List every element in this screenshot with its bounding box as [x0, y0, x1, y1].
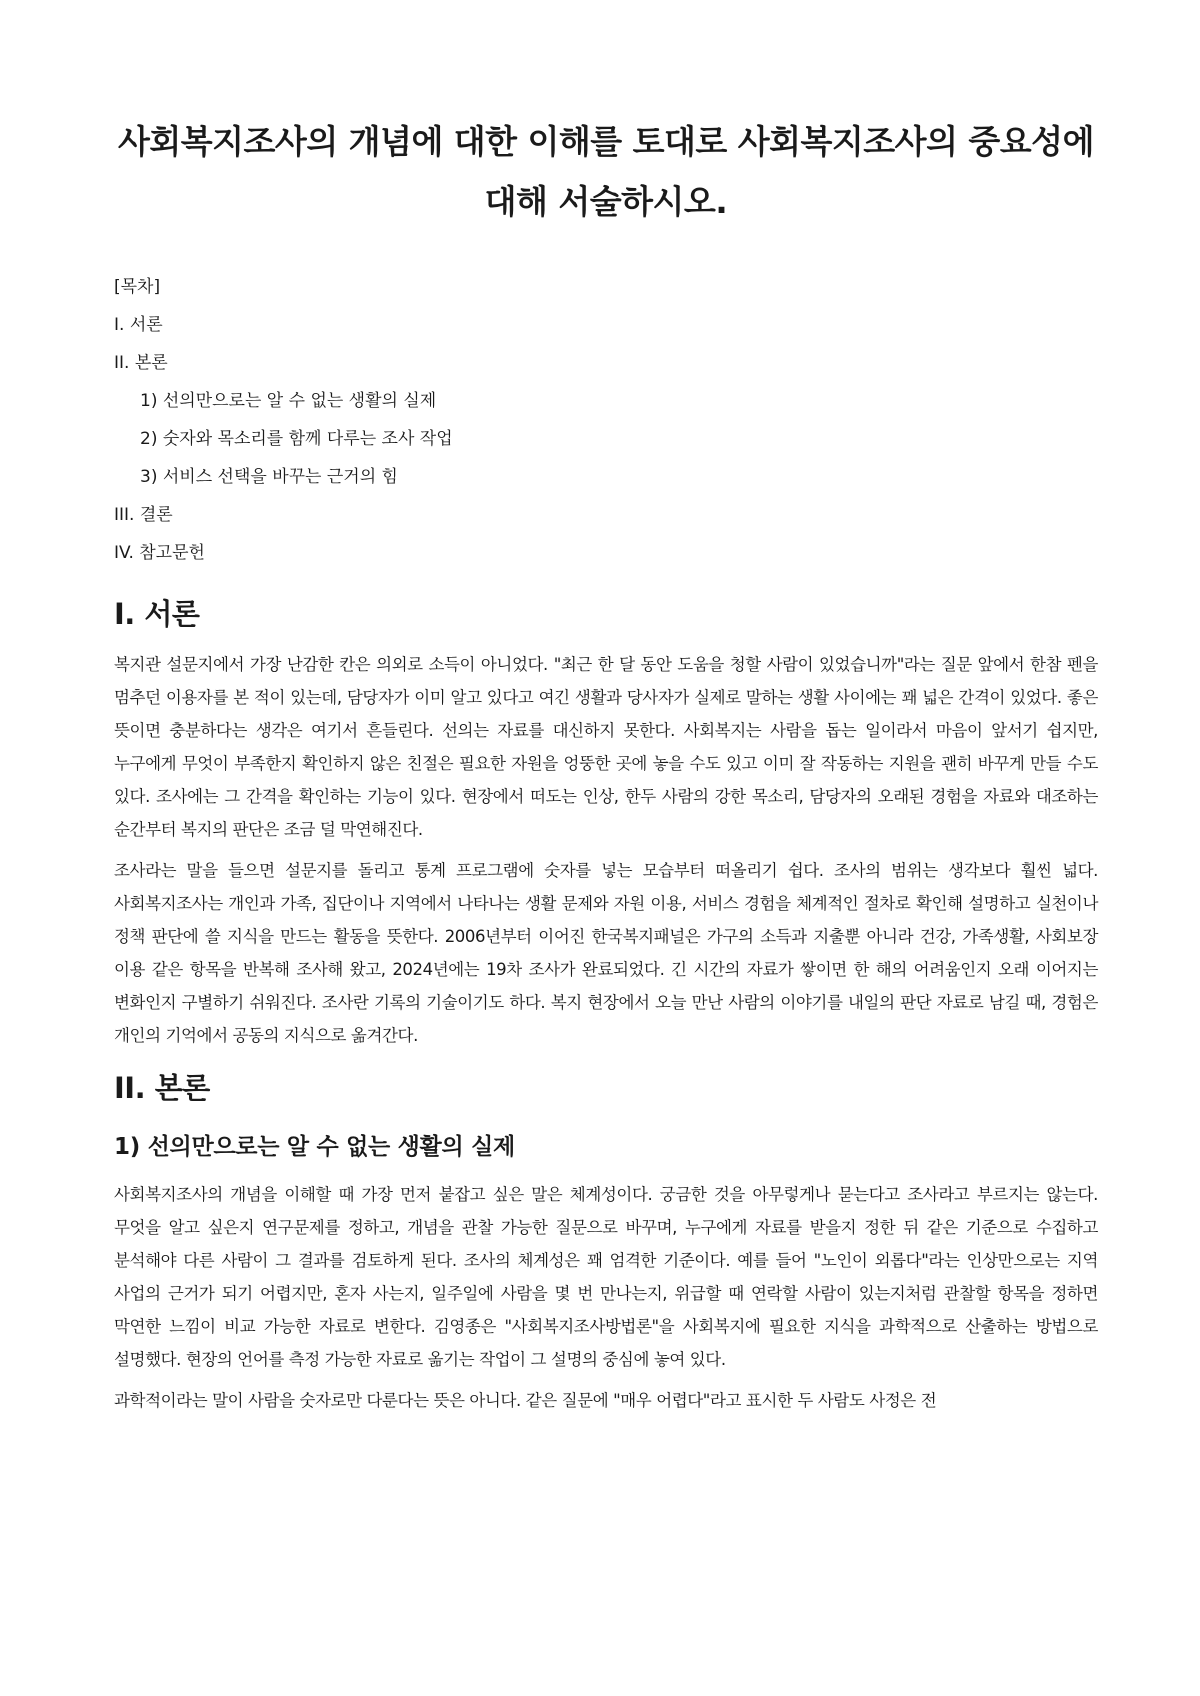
- toc-item-body-3: 3) 서비스 선택을 바꾸는 근거의 힘: [140, 467, 398, 487]
- toc-item-intro: I. 서론: [114, 315, 163, 335]
- toc-heading: [목차]: [114, 277, 161, 297]
- table-of-contents: [114, 268, 1098, 572]
- toc-item-conclusion: III. 결론: [114, 505, 173, 525]
- document-title: 사회복지조사의 개념에 대한 이해를 토대로 사회복지조사의 중요성에 대해 서술하시오.: [118, 122, 1094, 221]
- section-heading-body: II. 본론: [114, 1071, 210, 1105]
- intro-paragraph-1: 복지관 설문지에서 가장 난감한 칸은 의외로 소득이 아니었다. "최근 한 달 동안 도움을 청할 사람이 있었습니까"라는 질문 앞에서 한참 펜을 멈추던 이용자를 본 적이 있는데, 담당자가 이미 알고 있다고 여긴 생활과 당사자가 실제로 말하는 생활 사이에는 꽤 넓은 간격이 있었다. 좋은 뜻이면 충분하다는 생각은 여기서 흔들린다. 선의는 자료를 대신하지 못한다. 사회복지는 사람을 돕는 일이라서 마음이 앞서기 쉽지만, 누구에게 무엇이 부족한지 확인하지 않은 친절은 필요한 자원을 엉뚱한 곳에 놓을 수도 있고 이미 잘 작동하는 지원을 괜히 바꾸게 만들 수도 있다. 조사에는 그 간격을 확인하는 기능이 있다. 현장에서 떠도는 인상, 한두 사람의 강한 목소리, 담당자의 오래된 경험을 자료와 대조하는 순간부터 복지의 판단은 조금 덜 막연해진다.: [114, 655, 1098, 839]
- toc-item-body-2: 2) 숫자와 목소리를 함께 다루는 조사 작업: [140, 429, 453, 449]
- body-paragraph-1: 사회복지조사의 개념을 이해할 때 가장 먼저 붙잡고 싶은 말은 체계성이다. 궁금한 것을 아무렇게나 묻는다고 조사라고 부르지는 않는다. 무엇을 알고 싶은지 연구문제를 정하고, 개념을 관찰 가능한 질문으로 바꾸며, 누구에게 자료를 받을지 정한 뒤 같은 기준으로 수집하고 분석해야 다른 사람이 그 결과를 검토하게 된다. 조사의 체계성은 꽤 엄격한 기준이다. 예를 들어 "노인이 외롭다"라는 인상만으로는 지역 사업의 근거가 되기 어렵지만, 혼자 사는지, 일주일에 사람을 몇 번 만나는지, 위급할 때 연락할 사람이 있는지처럼 관찰할 항목을 정하면 막연한 느낌이 비교 가능한 자료로 변한다. 김영종은 "사회복지조사방법론"을 사회복지에 필요한 지식을 과학적으로 산출하는 방법으로 설명했다. 현장의 언어를 측정 가능한 자료로 옮기는 작업이 그 설명의 중심에 놓여 있다.: [114, 1185, 1098, 1369]
- toc-item-references: IV. 참고문헌: [114, 543, 205, 563]
- body-paragraph-2: 과학적이라는 말이 사람을 숫자로만 다룬다는 뜻은 아니다. 같은 질문에 "매우 어렵다"라고 표시한 두 사람도 사정은 전: [114, 1391, 937, 1410]
- toc-item-body: II. 본론: [114, 353, 168, 373]
- subsection-heading-1: 1) 선의만으로는 알 수 없는 생활의 실제: [114, 1134, 515, 1160]
- toc-item-body-1: 1) 선의만으로는 알 수 없는 생활의 실제: [140, 391, 437, 411]
- section-heading-intro: I. 서론: [114, 597, 200, 631]
- intro-paragraph-2: 조사라는 말을 들으면 설문지를 돌리고 통계 프로그램에 숫자를 넣는 모습부터 떠올리기 쉽다. 조사의 범위는 생각보다 훨씬 넓다. 사회복지조사는 개인과 가족, 집단이나 지역에서 나타나는 생활 문제와 자원 이용, 서비스 경험을 체계적인 절차로 확인해 설명하고 실천이나 정책 판단에 쓸 지식을 만드는 활동을 뜻한다. 2006년부터 이어진 한국복지패널은 가구의 소득과 지출뿐 아니라 건강, 가족생활, 사회보장 이용 같은 항목을 반복해 조사해 왔고, 2024년에는 19차 조사가 완료되었다. 긴 시간의 자료가 쌓이면 한 해의 어려움인지 오래 이어지는 변화인지 구별하기 쉬워진다. 조사란 기록의 기술이기도 하다. 복지 현장에서 오늘 만난 사람의 이야기를 내일의 판단 자료로 남길 때, 경험은 개인의 기억에서 공동의 지식으로 옮겨간다.: [114, 861, 1098, 1045]
